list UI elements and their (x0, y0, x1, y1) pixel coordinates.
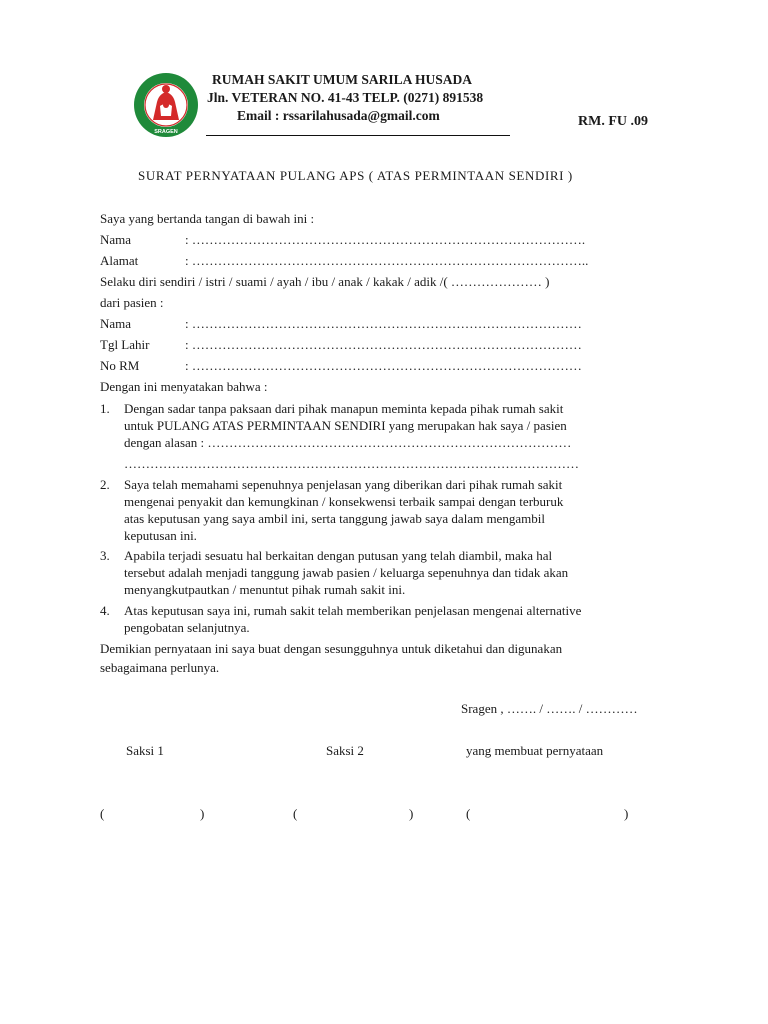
item-line: keputusan ini. (124, 528, 197, 543)
document-title: SURAT PERNYATAAN PULANG APS ( ATAS PERMINTAAN SENDIRI ) (138, 168, 573, 183)
item-number: 3. (100, 548, 110, 563)
item-line: …………………………………………………………………………………………… (124, 456, 579, 471)
field-label: Nama (100, 316, 132, 331)
item-line: untuk PULANG ATAS PERMINTAAN SENDIRI yang merupakan hak saya / pasien (124, 418, 567, 433)
signature-close-paren: ) (409, 806, 414, 821)
item-line: mengenai penyakit dan kemungkinan / konsekwensi terbaik sampai dengan terburuk (124, 494, 564, 509)
form-code: RM. FU .09 (578, 114, 648, 129)
declarant-label: yang membuat pernyataan (466, 743, 604, 758)
item-line: tersebut adalah menjadi tanggung jawab pasien / keluarga sepenuhnya dan tidak akan (124, 565, 569, 580)
item-line: Apabila terjadi sesuatu hal berkaitan dengan putusan yang telah diambil, maka hal (124, 548, 553, 563)
witness2-label: Saksi 2 (326, 743, 364, 758)
field-blank: : ……………………………………………………………………………….. (185, 253, 589, 268)
relation-text: Selaku diri sendiri / istri / suami / ayah / ibu / anak / kakak / adik /( ………………… ) (100, 274, 550, 289)
field-blank: : ……………………………………………………………………………… (185, 358, 582, 373)
item-line: pengobatan selanjutnya. (124, 620, 250, 635)
item-line: atas keputusan yang saya ambil ini, serta tanggung jawab saya dalam mengambil (124, 511, 545, 526)
hospital-email: Email : rssarilahusada@gmail.com (237, 108, 440, 123)
item-line: dengan alasan : ………………………………………………………………………… (124, 435, 572, 450)
item-number: 2. (100, 477, 110, 492)
item-line: Saya telah memahami sepenuhnya penjelasan yang diberikan dari pihak rumah sakit (124, 477, 563, 492)
closing-line: Demikian pernyataan ini saya buat dengan sesungguhnya untuk diketahui dan digunakan (100, 641, 563, 656)
hospital-address: Jln. VETERAN NO. 41-43 TELP. (0271) 891538 (207, 90, 484, 105)
statement-intro: Dengan ini menyatakan bahwa : (100, 379, 268, 394)
item-number: 4. (100, 603, 110, 618)
hospital-logo (133, 72, 199, 138)
date-line: Sragen , ……. / ……. / ………… (461, 701, 638, 716)
field-label: Alamat (100, 253, 139, 268)
field-label: Tgl Lahir (100, 337, 150, 352)
item-line: Atas keputusan saya ini, rumah sakit telah memberikan penjelasan mengenai alternative (124, 603, 582, 618)
item-line: Dengan sadar tanpa paksaan dari pihak manapun meminta kepada pihak rumah sakit (124, 401, 564, 416)
closing-line: sebagaimana perlunya. (100, 660, 220, 675)
item-line: menyangkutpautkan / menuntut pihak rumah sakit ini. (124, 582, 406, 597)
signature-close-paren: ) (624, 806, 629, 821)
signature-close-paren: ) (200, 806, 205, 821)
field-label: Nama (100, 232, 132, 247)
hospital-name: RUMAH SAKIT UMUM SARILA HUSADA (212, 72, 473, 87)
field-blank: : ……………………………………………………………………………… (185, 316, 582, 331)
signature-open-paren: ( (100, 806, 105, 821)
item-number: 1. (100, 401, 110, 416)
intro-text: Saya yang bertanda tangan di bawah ini : (100, 211, 315, 226)
witness1-label: Saksi 1 (126, 743, 164, 758)
signature-open-paren: ( (293, 806, 298, 821)
svg-text:SRAGEN: SRAGEN (154, 129, 178, 135)
signature-open-paren: ( (466, 806, 471, 821)
field-blank: : ……………………………………………………………………………… (185, 337, 582, 352)
header-divider (206, 135, 510, 136)
field-blank: : ………………………………………………………………………………. (185, 232, 586, 247)
field-label: No RM (100, 358, 140, 373)
patient-label: dari pasien : (100, 295, 164, 310)
